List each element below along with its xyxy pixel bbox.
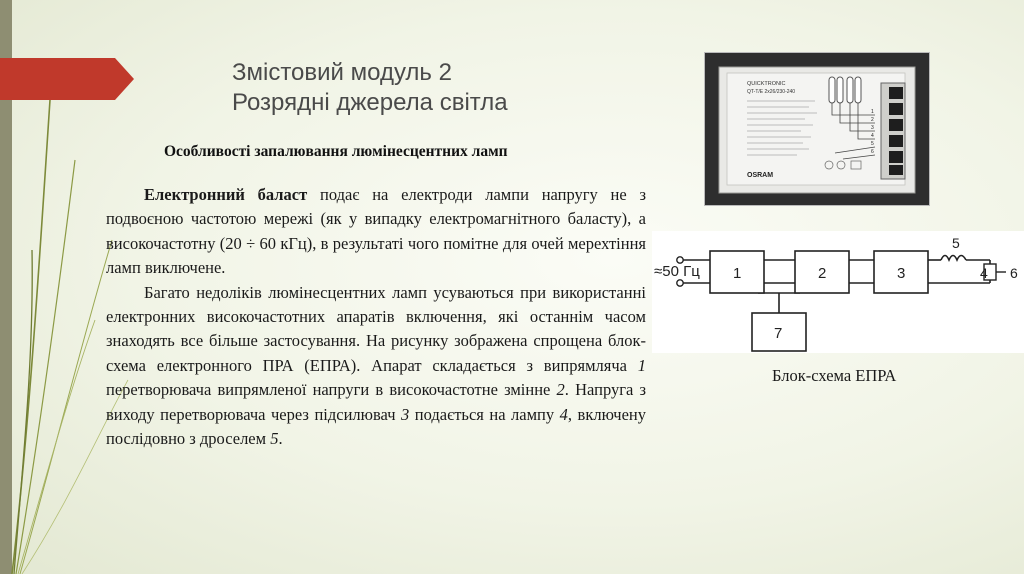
supply-label: ≈50 Гц [654,263,700,280]
output-label: 6 [1010,265,1018,281]
p2-ref-4: 4 [559,404,568,424]
paragraph-1 [106,183,646,281]
photo-model: QT-T/E 2x26/230-240 [747,89,796,95]
p2-text-1: Багато недоліків люмінесцентних ламп усуваються при використанні електронних високочастотних апаратів включення, які останнім часом знаходять все більше застосування. На рисунку зображена спрощена блок-схема електронного ПРА (ЕПРА). Апарат складається з випрямляча [106,282,646,375]
p2-ref-1: 1 [637,355,646,375]
photo-brand-top: QUICKTRONIC [747,81,786,87]
title-line-2: Розрядні джерела світла [232,89,508,116]
block-7-label: 7 [774,325,783,342]
block-diagram [652,231,1024,353]
diagram-caption: Блок-схема ЕПРА [772,366,897,385]
lamp-label: 4 [980,265,988,281]
choke-label: 5 [952,235,960,251]
block-3-label: 3 [897,265,906,282]
block-2-label: 2 [818,265,827,282]
photo-terminal-5: 5 [871,141,874,147]
paragraph-1-text: подає на електроди лампи напругу не з подвоєною частотою мережі (як у випадку електромагнітного баласту), а високочастотну (20 ÷ 60 кГц), в результаті чого помітне для очей мерехтіння ламп виключене. [106,185,646,278]
ballast-photo [704,52,930,206]
photo-terminal-2: 2 [871,117,874,123]
photo-terminal-1: 1 [871,109,874,115]
title-line-1: Змістовий модуль 2 [232,59,452,86]
slide-title [232,58,508,118]
p2-ref-2: 2 [556,380,565,400]
p2-ref-5: 5 [270,429,279,449]
photo-terminal-4: 4 [871,133,874,139]
photo-terminal-6: 6 [871,149,874,155]
section-heading: Особливості запалювання люмінесцентних ламп [164,143,508,160]
term-electronic-ballast: Електронний баласт [144,185,308,204]
photo-terminal-3: 3 [871,125,874,131]
paragraph-2 [106,281,646,452]
p2-ref-3: 3 [401,404,410,424]
p2-text-4: подається на лампу [409,404,560,424]
p2-text-5: , включену послідовно з дроселем [106,404,646,449]
block-1-label: 1 [733,265,742,282]
p2-text-3: . Напруга з виходу перетворювача через підсилювач [106,380,647,424]
photo-brand-bottom: OSRAM [747,172,774,179]
choke-symbol [941,256,966,261]
body-text [106,183,646,451]
p2-text-6: . [278,429,283,449]
terminal-block [881,83,905,179]
p2-text-2: перетворювача випрямленої напруги в високочастотне змінне [106,380,557,400]
title-arrow-tab [0,58,135,100]
